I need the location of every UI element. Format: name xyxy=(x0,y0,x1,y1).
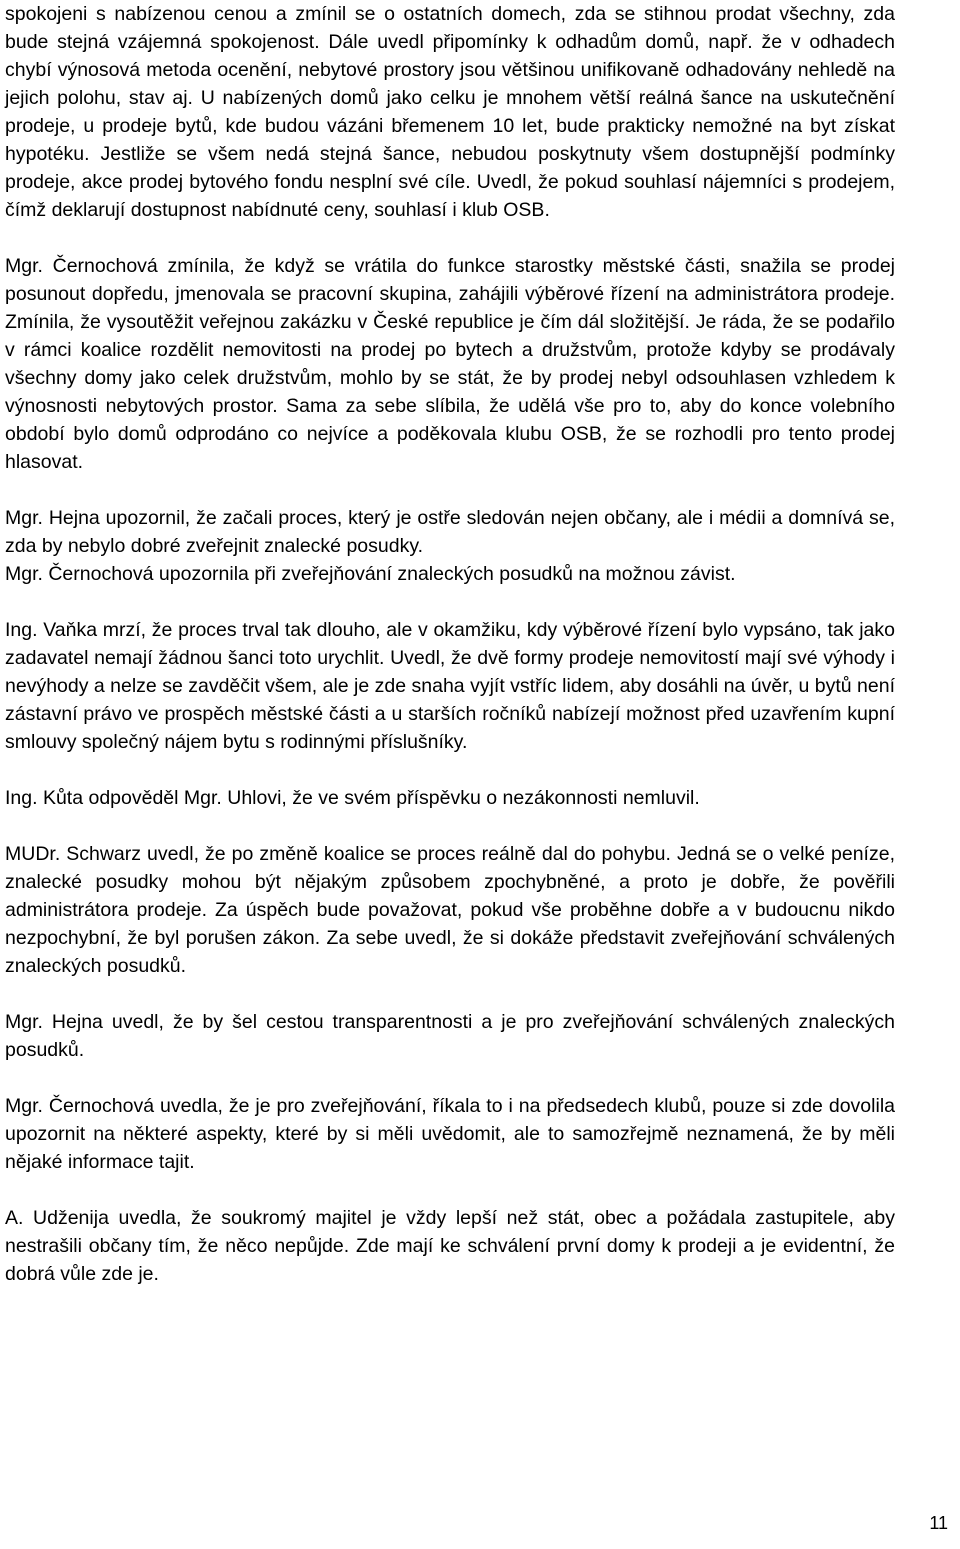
paragraph-hejna-transparency: Mgr. Hejna uvedl, že by šel cestou transparentnosti a je pro zveřejňování schválených znaleckých posudků. xyxy=(5,1011,895,1061)
document-page xyxy=(5,0,895,1316)
paragraph-udzenija-owner: A. Udženija uvedla, že soukromý majitel je vždy lepší než stát, obec a požádala zastupitele, aby nestrašili občany tím, že něco nepůjde. Zde mají ke schválení první domy k prodeji a je evidentní, že dobrá vůle zde je. xyxy=(5,1207,895,1285)
paragraph-schwarz-coalition: MUDr. Schwarz uvedl, že po změně koalice se proces reálně dal do pohybu. Jedná se o velké peníze, znalecké posudky mohou být nějakým způsobem zpochybněné, a proto je dobře, že pověřili administrátora prodeje. Za úspěch bude považovat, pokud vše proběhne dobře a v budoucnu nikdo nezpochybní, že byl porušen zákon. Za sebe uvedl, že si dokáže představit zveřejňování schválených znaleckých posudků. xyxy=(5,843,895,977)
page-number: 11 xyxy=(929,1513,948,1533)
paragraph-kuta-reply: Ing. Kůta odpověděl Mgr. Uhlovi, že ve svém příspěvku o nezákonnosti nemluvil. xyxy=(5,787,700,809)
paragraph-osb-comments: spokojeni s nabízenou cenou a zmínil se o ostatních domech, zda se stihnou prodat všechny, zda bude stejná vzájemná spokojenost. Dále uvedl připomínky k odhadům domů, např. že v odhadech chybí výnosová metoda ocenění, nebytové prostory jsou většinou unifikovaně odhadovány nehledě na jejich polohu, stav aj. U nabízených domů jako celku je mnohem větší reálná šance na uskutečnění prodeje, u prodeje bytů, kde budou vázáni břemenem 10 let, bude prakticky nemožné na byt získat hypotéku. Jestliže se všem nedá stejná šance, nebudou poskytnuty všem dostupnější podmínky prodeje, akce prodej bytového fondu nesplní své cíle. Uvedl, že pokud souhlasí nájemníci s prodejem, čímž deklarují dostupnost nabídnuté ceny, souhlasí i klub OSB. xyxy=(5,3,895,221)
paragraph-cernochova-envy: Mgr. Černochová upozornila při zveřejňování znaleckých posudků na možnou závist. xyxy=(5,563,736,585)
paragraph-hejna-publish: Mgr. Hejna upozornil, že začali proces, který je ostře sledován nejen občany, ale i médii a domnívá se, zda by nebylo dobré zveřejnit znalecké posudky. xyxy=(5,507,895,557)
paragraph-cernochova-sale: Mgr. Černochová zmínila, že když se vrátila do funkce starostky městské části, snažila se prodej posunout dopředu, jmenovala se pracovní skupina, zahájili výběrové řízení na administrátora prodeje. Zmínila, že vysoutěžit veřejnou zakázku v České republice je čím dál složitější. Je ráda, že se podařilo v rámci koalice rozdělit nemovitosti na prodej po bytech a družstvům, protože kdyby se prodávaly všechny domy jako celek družstvům, mohlo by se stát, že by prodej nebyl odsouhlasen vzhledem k výnosnosti nebytových prostor. Sama za sebe slíbila, že udělá vše pro to, aby do konce volebního období bylo domů odprodáno co nejvíce a poděkovala klubu OSB, že se rozhodli pro tento prodej hlasovat. xyxy=(5,255,895,473)
paragraph-vanka-process: Ing. Vaňka mrzí, že proces trval tak dlouho, ale v okamžiku, kdy výběrové řízení bylo vypsáno, tak jako zadavatel nemají žádnou šanci toto urychlit. Uvedl, že dvě formy prodeje nemovitostí mají své výhody i nevýhody a nelze se zavděčit všem, ale je zde snaha vyjít vstříc lidem, aby dosáhli na úvěr, u bytů není zástavní právo ve prospěch městské části a u starších ročníků nabízejí možnost před uzavřením kupní smlouvy společný nájem bytu s rodinnými příslušníky. xyxy=(5,619,895,753)
paragraph-cernochova-aspects: Mgr. Černochová uvedla, že je pro zveřejňování, říkala to i na předsedech klubů, pouze si zde dovolila upozornit na některé aspekty, které by si měli uvědomit, ale to samozřejmě neznamená, že by měli nějaké informace tajit. xyxy=(5,1095,895,1173)
